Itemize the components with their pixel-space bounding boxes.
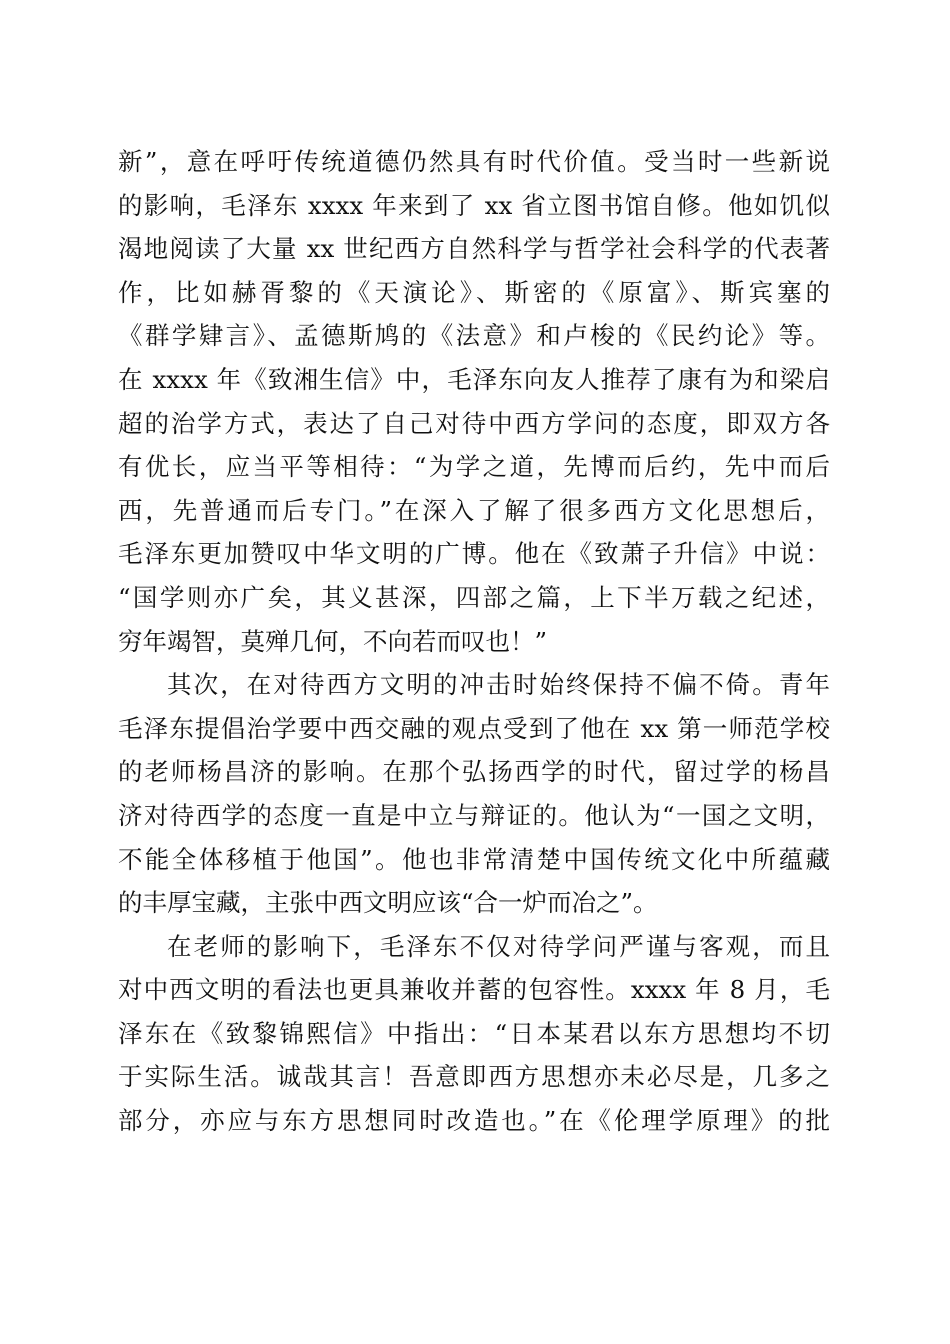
text-line: 新”，意在呼吁传统道德仍然具有时代价值。受当时一些新说 (118, 147, 830, 176)
text-line: 不能全体移植于他国”。他也非常清楚中国传统文化中所蕴藏 (118, 844, 830, 874)
text-line: 有优长，应当平等相待：“为学之道，先博而后约，先中而后 (118, 452, 830, 482)
text-line: 部分，亦应与东方思想同时改造也。”在《伦理学原理》的批 (118, 1106, 830, 1136)
text-line: 超的治学方式，表达了自己对待中西方学问的态度，即双方各 (118, 408, 830, 438)
text-line: 在 xxxx 年《致湘生信》中，毛泽东向友人推荐了康有为和梁启 (118, 364, 830, 394)
text-line: 其次，在对待西方文明的冲击时始终保持不偏不倚。青年 (167, 670, 830, 700)
text-line: 于实际生活。诚哉其言！吾意即西方思想亦未必尽是，几多之 (118, 1062, 830, 1092)
text-line: 的影响，毛泽东 xxxx 年来到了 xx 省立图书馆自修。他如饥似 (118, 190, 830, 220)
text-line: 毛泽东提倡治学要中西交融的观点受到了他在 xx 第一师范学校 (118, 713, 830, 743)
body-text (118, 140, 830, 1143)
text-line: 作，比如赫胥黎的《天演论》、斯密的《原富》、斯宾塞的 (118, 277, 830, 307)
text-line: 在老师的影响下，毛泽东不仅对待学问严谨与客观，而且 (167, 931, 830, 961)
text-line: “国学则亦广矣，其义甚深，四部之篇，上下半万载之纪述， (118, 582, 830, 612)
text-line: 毛泽东更加赞叹中华文明的广博。他在《致萧子升信》中说： (118, 539, 830, 569)
text-line: 渴地阅读了大量 xx 世纪西方自然科学与哲学社会科学的代表著 (118, 234, 830, 264)
text-line: 济对待西学的态度一直是中立与辩证的。他认为“一国之文明， (118, 800, 830, 830)
text-line: 对中西文明的看法也更具兼收并蓄的包容性。xxxx 年 8 月，毛 (118, 975, 830, 1005)
text-line: 西，先普通而后专门。”在深入了解了很多西方文化思想后， (118, 495, 830, 525)
text-line: 的丰厚宝藏，主张中西文明应该“合一炉而冶之”。 (118, 888, 658, 918)
paragraph-3 (118, 925, 830, 1143)
text-line: 的老师杨昌济的影响。在那个弘扬西学的时代，留过学的杨昌 (118, 757, 830, 787)
text-line: 泽东在《致黎锦熙信》中指出：“日本某君以东方思想均不切 (118, 1018, 830, 1048)
paragraph-1 (118, 140, 830, 663)
paragraph-2 (118, 663, 830, 925)
text-line: 穷年竭智，莫殚几何，不向若而叹也！” (118, 626, 548, 656)
text-line: 《群学肄言》、孟德斯鸠的《法意》和卢梭的《民约论》等。 (118, 321, 830, 351)
